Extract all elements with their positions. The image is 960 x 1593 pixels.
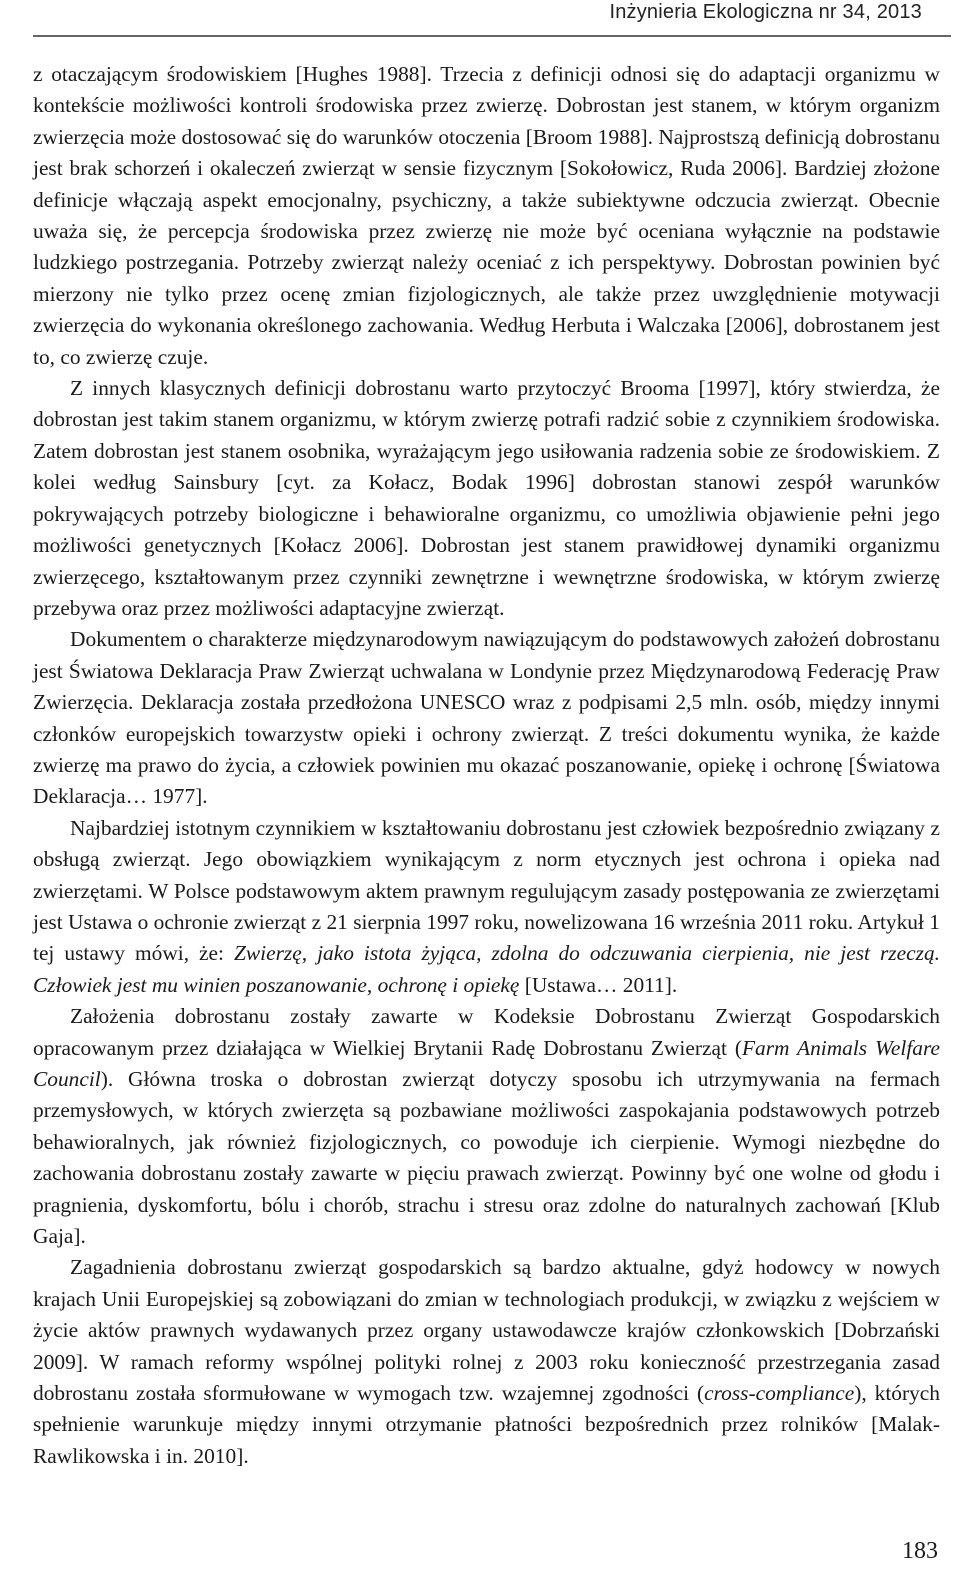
paragraph [33, 1252, 940, 1472]
journal-title: Inżynieria Ekologiczna nr 34, 2013 [609, 1, 922, 23]
paragraph [33, 59, 940, 373]
text-run: Zagadnienia dobrostanu zwierząt gospodarskich są bardzo aktualne, gdyż hodowcy w nowych krajach Unii Europejskiej są zobowiązani do zmian w technologiach produkcji, w związku z wejściem w życie aktów prawnych wydawanych przez organy ustawodawcze krajów członkowskich [Dobrzański 2009]. W ramach reformy wspólnej polityki rolnej z 2003 roku konieczność przestrzegania zasad dobrostanu została sformułowane w wymogach tzw. wzajemnej zgodności ( [33, 1255, 940, 1406]
running-header [0, 0, 960, 50]
text-run: Z innych klasycznych definicji dobrostanu warto przytoczyć Brooma [1997], który stwierdza, że dobrostan jest takim stanem organizmu, w którym zwierzę potrafi radzić sobie z czynnikiem środowiska. Zatem dobrostan jest stanem osobnika, wyrażającym jego usiłowania radzenia sobie ze środowiskiem. Z kolei według Sainsbury [cyt. za Kołacz, Bodak 1996] dobrostan stanowi zespół warunków pokrywających potrzeby biologiczne i behawioralne organizmu, co umożliwia objawienie pełni jego możliwości genetycznych [Kołacz 2006]. Dobrostan jest stanem prawidłowej dynamiki organizmu zwierzęcego, kształtowanym przez czynniki zewnętrzne i wewnętrzne środowiska, w którym zwierzę przebywa oraz przez możliwości adaptacyjne zwierząt. [33, 376, 940, 620]
text-run: [Ustawa… 2011]. [519, 972, 678, 997]
text-run: ), których spełnienie warunkuje między innymi otrzymanie płatności bezpośrednich przez rolników [Malak-Rawlikowska i in. 2010]. [33, 1381, 940, 1468]
text-run: z otaczającym środowiskiem [Hughes 1988]. Trzecia z definicji odnosi się do adaptacji organizmu w kontekście możliwości kontroli środowiska przez zwierzę. Dobrostan jest stanem, w którym organizm zwierzęcia może dostosować się do warunków otoczenia [Broom 1988]. Najprostszą definicją dobrostanu jest brak schorzeń i okaleczeń zwierząt w sensie fizycznym [Sokołowicz, Ruda 2006]. Bardziej złożone definicje włączają aspekt emocjonalny, psychiczny, a także subiektywne odczucia zwierząt. Obecnie uważa się, że percepcja środowiska przez zwierzę nie może być oceniana wyłącznie na podstawie ludzkiego postrzegania. Potrzeby zwierząt należy oceniać z ich perspektywy. Dobrostan powinien być mierzony nie tylko przez ocenę zmian fizjologicznych, ale także przez uwzględnienie motywacji zwierzęcia do wykonania określonego zachowania. Według Herbuta i Walczaka [2006], dobrostanem jest to, co zwierzę czuje. [33, 62, 940, 369]
article-body [33, 59, 940, 1472]
italic-text-run: Farm Animals Welfare Council [33, 1035, 940, 1091]
paragraph [33, 373, 940, 624]
text-run: ). Główna troska o dobrostan zwierząt dotyczy sposobu ich utrzymywania na fermach przemysłowych, w których zwierzęta są pozbawiane możliwości zaspokajania podstawowych potrzeb behawioralnych, jak również fizjologicznych, co powoduje ich cierpienie. Wymogi niezbędne do zachowania dobrostanu zostały zawarte w pięciu prawach zwierząt. Powinny być one wolne od głodu i pragnienia, dyskomfortu, bólu i chorób, strachu i stresu oraz zdolne do naturalnych zachowań [Klub Gaja]. [33, 1067, 940, 1249]
italic-text-run: Zwierzę, jako istota żyjąca, zdolna do odczuwania cierpienia, nie jest rzeczą. Człowiek jest mu winien poszanowanie, ochronę i opiekę [33, 941, 940, 997]
italic-text-run: cross-compliance [704, 1381, 855, 1406]
paragraph [33, 624, 940, 812]
header-rule [33, 35, 951, 37]
page-number: 183 [902, 1538, 938, 1564]
text-run: Założenia dobrostanu zostały zawarte w Kodeksie Dobrostanu Zwierząt Gospodarskich opracowanym przez działająca w Wielkiej Brytanii Radę Dobrostanu Zwierząt ( [33, 1004, 940, 1060]
paragraph [33, 813, 940, 1001]
text-run: Najbardziej istotnym czynnikiem w kształtowaniu dobrostanu jest człowiek bezpośrednio związany z obsługą zwierząt. Jego obowiązkiem wynikającym z norm etycznych jest ochrona i opieka nad zwierzętami. W Polsce podstawowym aktem prawnym regulującym zasady postępowania ze zwierzętami jest Ustawa o ochronie zwierząt z 21 sierpnia 1997 roku, nowelizowana 16 września 2011 roku. Artykuł 1 tej ustawy mówi, że: [33, 815, 940, 966]
paragraph [33, 1001, 940, 1252]
text-run: Dokumentem o charakterze międzynarodowym nawiązującym do podstawowych założeń dobrostanu jest Światowa Deklaracja Praw Zwierząt uchwalana w Londynie przez Międzynarodową Federację Praw Zwierzęcia. Deklaracja została przedłożona UNESCO wraz z podpisami 2,5 mln. osób, między innymi członków europejskich towarzystw opieki i ochrony zwierząt. Z treści dokumentu wynika, że każde zwierzę ma prawo do życia, a człowiek powinien mu okazać poszanowanie, opiekę i ochronę [Światowa Deklaracja… 1977]. [33, 627, 940, 809]
